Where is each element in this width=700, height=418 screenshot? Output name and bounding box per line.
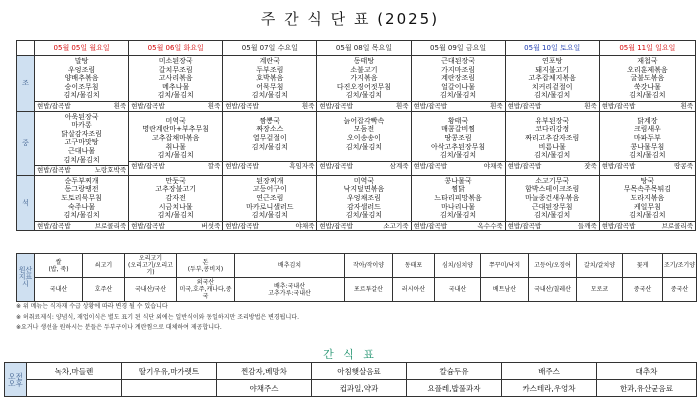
- menu-item: 김치/물김치: [439, 211, 477, 220]
- menu-cell: [223, 56, 317, 112]
- menu-item: 짜리고추감자조림: [525, 134, 580, 143]
- meal-row: [17, 111, 696, 175]
- menu-item: 도토리묵무침: [61, 193, 102, 202]
- menu-footer: [317, 101, 410, 111]
- menu-item: 땅콩조림: [444, 134, 472, 143]
- menu-item: 김치/물김치: [345, 211, 383, 220]
- menu-item: 미역국: [165, 116, 186, 125]
- menu-item: 치커리겉절이: [531, 82, 573, 91]
- menu-footer: [506, 221, 599, 231]
- menu-item: 김치/물김치: [157, 151, 194, 160]
- menu-item: 고추잡채마볶음: [152, 134, 200, 143]
- menu-footer: [223, 161, 316, 171]
- menu-footer: [129, 221, 222, 231]
- menu-item: 김치/물김치: [629, 91, 666, 100]
- menu-item: 아삭고추된장무침: [431, 142, 486, 151]
- origin-header: 고등어/오징어: [529, 254, 577, 278]
- snack-item: 요플레,밥풀과자: [407, 380, 502, 397]
- note-line: ※요거나 생선을 원하시는 분들은 두부구이나 계란찜으로 대체하여 제공합니다.: [16, 324, 222, 331]
- menu-item: 재첩국: [637, 57, 658, 65]
- menu-footer: [600, 161, 695, 171]
- snack-title: 간 식 표: [323, 348, 377, 361]
- snack-item: [122, 380, 217, 397]
- day-date: 05월 08일: [335, 43, 370, 52]
- menu-item: 굴불도볶음: [630, 74, 665, 83]
- origin-value: 호주산: [83, 278, 125, 302]
- origin-header: 배추김치: [235, 254, 345, 278]
- menu-item: 갈치무조림: [158, 65, 193, 74]
- origin-value: 국내산/국산: [125, 278, 177, 302]
- footer-rice: 현밥/잡곡밥: [225, 101, 259, 110]
- menu-cell: [411, 175, 505, 231]
- menu-cell: [129, 111, 223, 175]
- footer-porridge: 브로콜리죽: [94, 221, 127, 230]
- menu-item: 소불고기: [350, 65, 378, 74]
- origin-value: 외국산 미국,호주,캐나다,중국: [177, 278, 235, 302]
- day-weekday: 토요일: [557, 43, 581, 52]
- footer-porridge: 흰죽: [113, 101, 127, 110]
- menu-item: 김치/물김치: [534, 211, 571, 220]
- snack-item: [27, 380, 122, 397]
- origin-header: 갈치/갈치양: [577, 254, 623, 278]
- origin-value: 중국산: [663, 278, 697, 302]
- menu-item: 마늘종건새우볶음: [525, 193, 580, 202]
- menu-item: 돼지불고기: [535, 65, 570, 74]
- footer-porridge: 흰죽: [395, 101, 409, 110]
- footer-rice: 현밥/잡곡밥: [319, 161, 353, 170]
- menu-cell: [599, 56, 695, 112]
- menu-item: 숭이조무침: [64, 82, 99, 91]
- menu-item: 김치/물김치: [251, 142, 288, 151]
- footer-rice: 현밥/잡곡밥: [413, 161, 448, 170]
- weekly-menu-table: [16, 40, 696, 231]
- snack-item: 아침햇살음료: [312, 363, 407, 380]
- footer-rice: 현밥/잡곡밥: [319, 101, 353, 110]
- day-weekday: 목요일: [369, 43, 392, 52]
- day-weekday: 일요일: [652, 43, 676, 52]
- menu-item: 연근조림: [256, 193, 284, 202]
- snack-item: 녹차,마들렌: [27, 363, 122, 380]
- origin-header: 동태포: [393, 254, 435, 278]
- menu-item: 미역국: [353, 176, 375, 185]
- origin-value: 국내산: [435, 278, 481, 302]
- snack-item: 카스테라,우엉차: [502, 380, 597, 397]
- menu-item: 김치/물김치: [629, 151, 666, 160]
- snack-table: [4, 362, 697, 397]
- footer-rice: 현밥/잡곡밥: [601, 161, 636, 170]
- meal-row: [17, 56, 696, 112]
- meal-label: 조: [17, 56, 35, 112]
- origin-header-row: [17, 254, 697, 278]
- footer-rice: 현밥/잡곡밥: [413, 101, 448, 110]
- footer-porridge: 깔죽: [207, 161, 221, 170]
- menu-item: 마파두부: [633, 134, 661, 143]
- footer-porridge: 노랑호박죽: [94, 166, 127, 175]
- menu-item: 근대된장국: [441, 57, 475, 65]
- menu-item: 김치/물김치: [345, 91, 383, 100]
- footer-porridge: 땅콩죽: [674, 161, 693, 170]
- origin-table: [16, 253, 697, 302]
- footer-porridge: 흰죽: [207, 101, 221, 110]
- origin-value-row: [17, 278, 697, 302]
- menu-cell: [411, 56, 505, 112]
- menu-footer: [600, 101, 695, 111]
- day-header: [411, 41, 505, 56]
- menu-cell: [35, 56, 129, 112]
- footer-porridge: 흑임자죽: [289, 161, 315, 170]
- footer-porridge: 흰죽: [490, 101, 503, 110]
- origin-value: 국내산: [35, 278, 83, 302]
- menu-item: 황태국: [447, 116, 469, 125]
- origin-value: 러시아산: [393, 278, 435, 302]
- day-header: [317, 41, 411, 56]
- footer-porridge: 흰죽: [584, 101, 597, 110]
- menu-item: 김치/물김치: [251, 91, 288, 100]
- menu-footer: [506, 161, 599, 171]
- origin-header: 조기/조기양: [663, 254, 697, 278]
- day-date: 05월 05일: [53, 43, 88, 52]
- menu-item: 모둠전: [353, 125, 375, 134]
- menu-item: 양배추볶음: [64, 74, 99, 83]
- notes-block: [16, 302, 299, 334]
- menu-footer: [129, 101, 222, 111]
- menu-item: 계란국: [259, 57, 280, 65]
- meal-label: 석: [17, 175, 35, 231]
- snack-item: 배주스: [502, 363, 597, 380]
- menu-item: 가지볶음: [350, 74, 378, 83]
- snack-item: 컵과일,약과: [312, 380, 407, 397]
- menu-item: 만둣국: [165, 176, 186, 185]
- menu-cell: [599, 175, 695, 231]
- menu-item: 낙지덮면볶음: [343, 185, 385, 194]
- footer-rice: 현밥/잡곡밥: [131, 101, 165, 110]
- menu-item: 오이송송이: [347, 134, 381, 143]
- menu-item: 비름나물: [538, 142, 566, 151]
- menu-cell: [317, 175, 411, 231]
- origin-label: 원산지표시: [17, 254, 35, 302]
- menu-item: 탕국: [640, 176, 655, 185]
- note-line: ※ 허취료제식: 양념식, 재업이식은 별도 표기 된 식단 외에는 일반식이와 동일하지만 조리방법은 변경됩니다.: [16, 313, 299, 321]
- day-header: [599, 41, 695, 56]
- menu-footer: [35, 101, 128, 111]
- footer-rice: 현밥/잡곡밥: [37, 221, 71, 230]
- menu-item: 김치/물김치: [439, 91, 477, 100]
- day-header: [35, 41, 129, 56]
- footer-porridge: 흰죽: [301, 101, 315, 110]
- menu-cell: [317, 111, 411, 175]
- menu-item: 함박스테이크조림: [525, 185, 580, 194]
- origin-value: 베트남산: [481, 278, 529, 302]
- footer-rice: 현밥/잡곡밥: [601, 101, 636, 110]
- snack-item: 칼슘두유: [407, 363, 502, 380]
- menu-item: 고사리볶음: [158, 74, 193, 83]
- menu-item: 명란계란마+부추무침: [142, 125, 210, 134]
- snack-row-am: [5, 363, 697, 380]
- day-header-row: [17, 41, 696, 56]
- footer-porridge: 버섯죽: [201, 221, 221, 230]
- menu-item: 소고기무국: [535, 176, 570, 185]
- footer-rice: 현밥/잡곡밥: [225, 221, 259, 230]
- menu-item: 아욱된장국: [64, 112, 99, 121]
- menu-item: 느타리피망볶음: [434, 193, 482, 202]
- menu-item: 김치/물김치: [534, 91, 571, 100]
- snack-item: 딸기우유,마가렛트: [122, 363, 217, 380]
- menu-item: 김치/물김치: [251, 211, 288, 220]
- day-header: [223, 41, 317, 56]
- menu-item: 김치/물김치: [63, 91, 100, 100]
- menu-item: 동그랑땡전: [64, 185, 99, 194]
- menu-item: 고추장불고기: [155, 185, 196, 194]
- origin-header: 쇠고기: [83, 254, 125, 278]
- menu-cell: [505, 175, 599, 231]
- menu-item: 늙어잡각빡속: [343, 116, 385, 125]
- footer-porridge: 삼계죽: [389, 161, 409, 170]
- menu-item: 두부조림: [256, 65, 284, 74]
- menu-item: 도라지볶음: [630, 193, 665, 202]
- origin-header: 쭈꾸미/낙지: [481, 254, 529, 278]
- menu-footer: [317, 221, 410, 231]
- menu-item: 동태탕: [353, 57, 375, 65]
- menu-item: 순두부찌개: [64, 176, 99, 185]
- day-weekday: 월요일: [87, 43, 110, 52]
- footer-rice: 현밥/잡곡밥: [507, 161, 542, 170]
- footer-rice: 현밥/잡곡밥: [37, 101, 71, 110]
- menu-footer: [412, 221, 505, 231]
- menu-footer: [412, 101, 505, 111]
- footer-porridge: 옥수수죽: [477, 221, 503, 230]
- menu-cell: [505, 111, 599, 175]
- day-date: 05월 09일: [430, 43, 464, 52]
- menu-item: 김치/물김치: [157, 91, 194, 100]
- day-header: [129, 41, 223, 56]
- snack-item: 야채주스: [217, 380, 312, 397]
- menu-item: 호박볶음: [256, 74, 284, 83]
- day-weekday: 금요일: [463, 43, 487, 52]
- menu-item: 마카로니샐러드: [246, 202, 294, 211]
- footer-rice: 현밥/잡곡밥: [507, 101, 542, 110]
- menu-item: 근대된장무침: [531, 202, 573, 211]
- menu-item: 쑥갓나물: [633, 82, 661, 91]
- day-date: 05월 10일: [524, 43, 558, 52]
- menu-footer: [129, 161, 222, 171]
- menu-item: 콩나물국: [444, 176, 472, 185]
- menu-cell: [317, 56, 411, 112]
- day-weekday: 수요일: [275, 43, 298, 52]
- menu-cell: [223, 111, 317, 175]
- menu-item: 우엉조림: [68, 65, 96, 74]
- menu-item: 감자전: [165, 193, 186, 202]
- menu-item: 시금치나물: [158, 202, 193, 211]
- menu-item: 콩나물무침: [630, 142, 665, 151]
- menu-item: 말탕: [74, 57, 89, 65]
- menu-item: 얼갈이나물: [441, 82, 475, 91]
- snack-row-pm: [5, 380, 697, 397]
- footer-rice: 현밥/잡곡밥: [413, 221, 448, 230]
- footer-porridge: 야채죽: [295, 221, 315, 230]
- menu-item: 메추나물: [162, 82, 190, 91]
- snack-item: 한과,유산균음료: [597, 380, 697, 397]
- menu-footer: [223, 221, 316, 231]
- menu-footer: [223, 101, 316, 111]
- menu-cell: [223, 175, 317, 231]
- footer-rice: 현밥/잡곡밥: [131, 221, 165, 230]
- menu-item: 김치/물김치: [63, 155, 100, 164]
- day-header: [505, 41, 599, 56]
- footer-porridge: 야채죽: [483, 161, 503, 170]
- menu-item: 숙주나물: [68, 202, 96, 211]
- footer-rice: 현밥/잡곡밥: [507, 221, 542, 230]
- menu-footer: [35, 165, 128, 175]
- menu-item: 고등어구이: [252, 185, 287, 194]
- menu-item: 유부된장국: [535, 116, 570, 125]
- page-title: 주 간 식 단 표 (2025): [260, 10, 440, 28]
- day-date: 05월 11일: [619, 43, 653, 52]
- menu-item: 김치/물김치: [534, 151, 571, 160]
- menu-item: 짜장소스: [256, 125, 284, 134]
- footer-porridge: 흰죽: [680, 101, 693, 110]
- menu-footer: [317, 161, 410, 171]
- meal-label: 중: [17, 111, 35, 175]
- menu-item: [223, 151, 316, 160]
- menu-item: 크림새우: [633, 125, 661, 134]
- menu-item: [317, 151, 410, 160]
- menu-cell: [35, 111, 129, 175]
- menu-item: 연포탕: [542, 57, 563, 65]
- origin-value: 모로코: [577, 278, 623, 302]
- origin-value: 국내산/칠레산: [529, 278, 577, 302]
- menu-item: 무목속주목튀김: [623, 185, 672, 194]
- menu-item: 열무겉절이: [252, 134, 287, 143]
- menu-item: 다진오징어젓무침: [336, 82, 391, 91]
- menu-item: 마카롱: [71, 121, 92, 130]
- footer-porridge: 소고기죽: [383, 221, 409, 230]
- day-date: 05월 06일: [147, 43, 182, 52]
- origin-header: 작아/작이양: [345, 254, 393, 278]
- footer-rice: 현밥/잡곡밥: [319, 221, 353, 230]
- menu-footer: [412, 161, 505, 171]
- menu-item: 김치/물김치: [63, 211, 100, 220]
- note-line: ※ 위 메뉴는 식자재 수급 상황에 따라 변경 될 수 있습니다: [16, 303, 168, 310]
- menu-cell: [411, 111, 505, 175]
- menu-footer: [35, 221, 128, 231]
- origin-header: 쌀 (밥, 죽): [35, 254, 83, 278]
- footer-porridge: 브로콜리죽: [661, 221, 693, 230]
- menu-item: 고구마맛탕: [64, 138, 99, 147]
- menu-item: 코다리강정: [535, 125, 570, 134]
- menu-item: 미소된장국: [158, 57, 193, 65]
- menu-item: 김치/물김치: [629, 211, 666, 220]
- menu-item: 찜닭: [451, 185, 465, 194]
- footer-rice: 현밥/잡곡밥: [601, 221, 636, 230]
- origin-header: 돈 (두부,콩비지): [177, 254, 235, 278]
- menu-item: 취나물: [165, 142, 186, 151]
- menu-item: 매콤갈비찜: [441, 125, 475, 134]
- footer-rice: 현밥/잡곡밥: [131, 161, 165, 170]
- snack-label: 오전 오후: [5, 363, 27, 397]
- menu-item: 계란장조림: [441, 74, 475, 83]
- menu-item: 근대나물: [68, 146, 96, 155]
- menu-cell: [35, 175, 129, 231]
- menu-footer: [600, 221, 695, 231]
- menu-item: 닭계장: [637, 116, 658, 125]
- menu-cell: [129, 175, 223, 231]
- menu-item: 우엉채조림: [347, 193, 381, 202]
- menu-cell: [505, 56, 599, 112]
- meal-row: [17, 175, 696, 231]
- snack-item: 찐감자,베망차: [217, 363, 312, 380]
- origin-value: 중국산: [623, 278, 663, 302]
- origin-value: 포르투갈산: [345, 278, 393, 302]
- footer-porridge: 들깨죽: [577, 221, 597, 230]
- menu-item: 마나리나물: [441, 202, 475, 211]
- day-weekday: 화요일: [181, 43, 204, 52]
- origin-header: 심치/심치양: [435, 254, 481, 278]
- menu-footer: [506, 101, 599, 111]
- origin-value: 배추:국내산 고추가루:국내산: [235, 278, 345, 302]
- menu-item: 김치/물김치: [345, 142, 383, 151]
- origin-header: 꽃게: [623, 254, 663, 278]
- snack-item: 대추차: [597, 363, 697, 380]
- day-date: 05월 07일: [241, 43, 276, 52]
- menu-item: 된장찌개: [256, 176, 284, 185]
- footer-porridge: 잣죽: [584, 161, 597, 170]
- menu-item: 감자샐러드: [347, 202, 381, 211]
- menu-item: 어묵무침: [256, 82, 284, 91]
- menu-cell: [599, 111, 695, 175]
- menu-item: 케일무침: [633, 202, 661, 211]
- menu-item: 고추잡체지볶음: [528, 74, 576, 83]
- menu-item: 짬뽕국: [259, 116, 280, 125]
- menu-item: 가지마조림: [441, 65, 475, 74]
- menu-cell: [129, 56, 223, 112]
- menu-item: 김치/물김치: [439, 151, 477, 160]
- header-corner: [17, 41, 35, 56]
- menu-item: 오리훈제볶음: [627, 65, 668, 74]
- menu-item: 닭살감자조림: [61, 129, 102, 138]
- menu-item: 김치/물김치: [157, 211, 194, 220]
- footer-rice: 현밥/잡곡밥: [225, 161, 259, 170]
- origin-header: 오리고기 (오리고기/오리고기): [125, 254, 177, 278]
- footer-rice: 현밥/잡곡밥: [37, 166, 71, 175]
